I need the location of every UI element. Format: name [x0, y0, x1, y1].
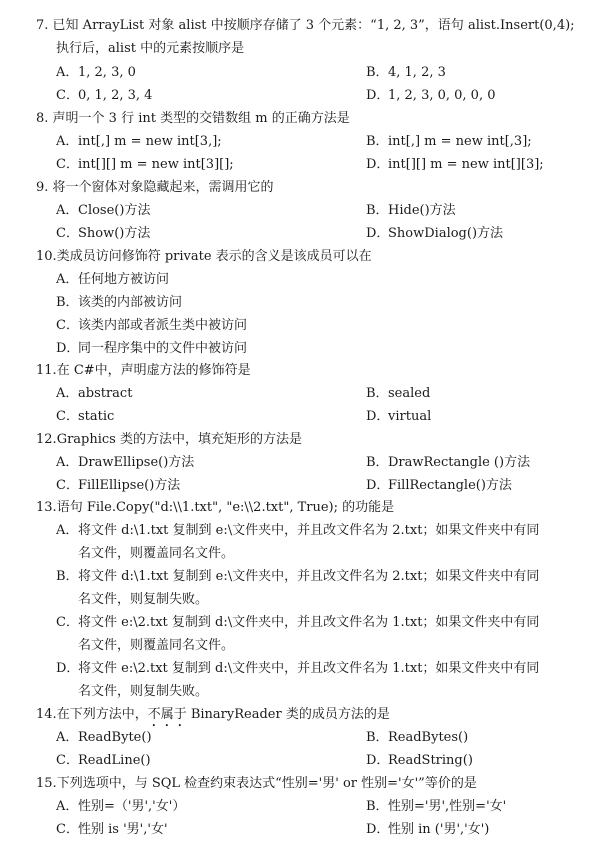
option-text: ReadBytes() — [388, 730, 469, 745]
option-15c — [56, 818, 168, 841]
option-10b — [56, 291, 182, 314]
option-text: 将文件 e:\2.txt 复制到 d:\文件夹中，并且改文件名为 1.txt；如果文件夹中有同 — [78, 615, 540, 630]
option-14d — [366, 749, 473, 772]
option-label: A． — [56, 65, 79, 80]
option-label: A． — [56, 799, 79, 814]
option-label: C． — [56, 822, 79, 837]
option-12c — [56, 474, 180, 497]
option-text: ReadByte() — [78, 730, 152, 745]
option-text: 4, 1, 2, 3 — [388, 65, 446, 80]
option-7d — [366, 84, 496, 107]
option-text: DrawRectangle ()方法 — [388, 455, 531, 470]
option-text: int[][] m = new int[][3]; — [388, 157, 544, 172]
option-11b — [366, 382, 430, 405]
question-text: 下列选项中，与 SQL 检查约束表达式“性别='男' or 性别='女'”等价的是 — [56, 776, 477, 791]
option-label: C． — [56, 409, 79, 424]
option-text: 该类的内部被访问 — [78, 295, 183, 310]
question-text: 在下列方法中， — [56, 707, 148, 722]
question-7-stem — [36, 14, 596, 37]
option-13b-continued: 名文件，则复制失败。 — [78, 592, 209, 607]
option-10a — [56, 268, 169, 291]
option-text: sealed — [388, 386, 431, 401]
option-text: virtual — [388, 409, 432, 424]
question-13-stem — [36, 496, 596, 519]
option-12a — [56, 451, 194, 474]
option-label: C． — [56, 478, 79, 493]
question-number: 11. — [36, 363, 57, 378]
option-text: 性别='男',性别='女' — [388, 799, 507, 814]
question-text: 声明一个 3 行 int 类型的交错数组 m 的正确方法是 — [52, 111, 350, 126]
question-number: 15. — [36, 776, 57, 791]
option-label: C． — [56, 226, 79, 241]
question-10-stem — [36, 245, 596, 268]
question-number: 10. — [36, 249, 57, 264]
option-13d-continued: 名文件，则复制失败。 — [78, 684, 209, 699]
option-label: B． — [366, 455, 389, 470]
option-text: 性别 is '男','女' — [78, 822, 168, 837]
option-text: int[,] m = new int[,3]; — [388, 134, 532, 149]
option-text: 任何地方被访问 — [78, 272, 170, 287]
question-15-stem — [36, 772, 596, 795]
option-9b — [366, 199, 456, 222]
option-15a — [56, 795, 185, 818]
question-text: BinaryReader 类的成员方法的是 — [186, 707, 390, 722]
option-12b — [366, 451, 530, 474]
option-14a — [56, 726, 152, 749]
option-text: 性别 in ('男','女') — [388, 822, 490, 837]
option-11d — [366, 405, 431, 428]
option-label: D． — [366, 157, 390, 172]
option-label: A． — [56, 730, 79, 745]
option-9d — [366, 222, 503, 245]
option-label: A． — [56, 455, 79, 470]
option-label: D． — [56, 341, 80, 356]
question-7-stem-continued: 执行后，alist 中的元素按顺序是 — [56, 41, 245, 56]
option-text: 1, 2, 3, 0, 0, 0, 0 — [388, 88, 496, 103]
option-7a — [56, 61, 136, 84]
option-label: B． — [366, 65, 389, 80]
question-12-stem — [36, 428, 596, 451]
question-number: 14. — [36, 707, 57, 722]
option-10c — [56, 314, 247, 337]
emphasized-text: 不属于 — [147, 707, 187, 722]
option-text: ReadLine() — [78, 753, 151, 768]
option-label: D． — [366, 478, 390, 493]
option-label: D． — [366, 409, 390, 424]
option-10d — [56, 337, 247, 360]
option-label: A． — [56, 523, 79, 538]
option-8d — [366, 153, 544, 176]
option-label: C． — [56, 88, 79, 103]
option-14c — [56, 749, 151, 772]
option-7b — [366, 61, 446, 84]
question-8-stem — [36, 107, 596, 130]
option-label: C． — [56, 615, 79, 630]
option-label: D． — [366, 88, 390, 103]
option-11a — [56, 382, 132, 405]
option-text: DrawEllipse()方法 — [78, 455, 195, 470]
option-label: D． — [56, 661, 80, 676]
option-14b — [366, 726, 468, 749]
option-11c — [56, 405, 114, 428]
option-label: C． — [56, 753, 79, 768]
option-15b — [366, 795, 506, 818]
option-label: B． — [56, 569, 79, 584]
option-label: B． — [366, 386, 389, 401]
option-label: B． — [366, 203, 389, 218]
option-13d — [56, 657, 539, 680]
question-number: 7. — [36, 18, 49, 33]
question-text: 语句 File.Copy("d:\\1.txt", "e:\\2.txt", True); 的功能是 — [56, 500, 395, 515]
option-text: ShowDialog()方法 — [388, 226, 504, 241]
option-text: abstract — [78, 386, 133, 401]
option-7c — [56, 84, 152, 107]
option-9a — [56, 199, 150, 222]
option-label: D． — [366, 753, 390, 768]
option-label: D． — [366, 226, 390, 241]
question-text: 将一个窗体对象隐藏起来，需调用它的 — [52, 180, 274, 195]
option-text: static — [78, 409, 115, 424]
question-number: 12. — [36, 432, 57, 447]
option-text: 性别=（'男','女'） — [78, 799, 186, 814]
option-label: B． — [366, 134, 389, 149]
option-text: int[,] m = new int[3,]; — [78, 134, 222, 149]
option-label: B． — [56, 295, 79, 310]
option-13a-continued: 名文件，则覆盖同名文件。 — [78, 546, 235, 561]
option-13a — [56, 519, 539, 542]
option-label: C． — [56, 318, 79, 333]
option-text: 将文件 d:\1.txt 复制到 e:\文件夹中，并且改文件名为 2.txt；如果文件夹中有同 — [78, 523, 540, 538]
question-number: 9. — [36, 180, 49, 195]
option-text: int[][] m = new int[3][]; — [78, 157, 234, 172]
question-number: 13. — [36, 500, 57, 515]
option-label: A． — [56, 203, 79, 218]
option-12d — [366, 474, 512, 497]
option-text: 将文件 d:\1.txt 复制到 e:\文件夹中，并且改文件名为 2.txt；如果文件夹中有同 — [78, 569, 540, 584]
option-text: FillEllipse()方法 — [78, 478, 181, 493]
option-8c — [56, 153, 234, 176]
option-text: ReadString() — [388, 753, 473, 768]
option-text: 同一程序集中的文件中被访问 — [78, 341, 248, 356]
option-text: 将文件 e:\2.txt 复制到 d:\文件夹中，并且改文件名为 1.txt；如果文件夹中有同 — [78, 661, 540, 676]
option-label: A． — [56, 386, 79, 401]
option-text: 0, 1, 2, 3, 4 — [78, 88, 153, 103]
question-text: 类成员访问修饰符 private 表示的含义是该成员可以在 — [56, 249, 372, 264]
option-label: A． — [56, 272, 79, 287]
option-label: B． — [366, 799, 389, 814]
option-text: Show()方法 — [78, 226, 151, 241]
option-13c-continued: 名文件，则覆盖同名文件。 — [78, 638, 235, 653]
option-text: Close()方法 — [78, 203, 151, 218]
question-number: 8. — [36, 111, 49, 126]
option-label: D． — [366, 822, 390, 837]
question-text: 已知 ArrayList 对象 alist 中按顺序存储了 3 个元素：“1, 2, 3”，语句 alist.Insert(0,4); — [52, 18, 575, 33]
question-11-stem — [36, 359, 596, 382]
option-13c — [56, 611, 539, 634]
option-label: C． — [56, 157, 79, 172]
option-text: 该类内部或者派生类中被访问 — [78, 318, 248, 333]
question-9-stem — [36, 176, 596, 199]
option-text: 1, 2, 3, 0 — [78, 65, 136, 80]
option-8a — [56, 130, 222, 153]
option-text: FillRectangle()方法 — [388, 478, 512, 493]
option-8b — [366, 130, 532, 153]
option-15d — [366, 818, 489, 841]
option-9c — [56, 222, 150, 245]
question-text: 在 C#中，声明虚方法的修饰符是 — [56, 363, 251, 378]
question-text: Graphics 类的方法中，填充矩形的方法是 — [56, 432, 302, 447]
option-label: B． — [366, 730, 389, 745]
option-13b — [56, 565, 539, 588]
option-text: Hide()方法 — [388, 203, 456, 218]
option-label: A． — [56, 134, 79, 149]
